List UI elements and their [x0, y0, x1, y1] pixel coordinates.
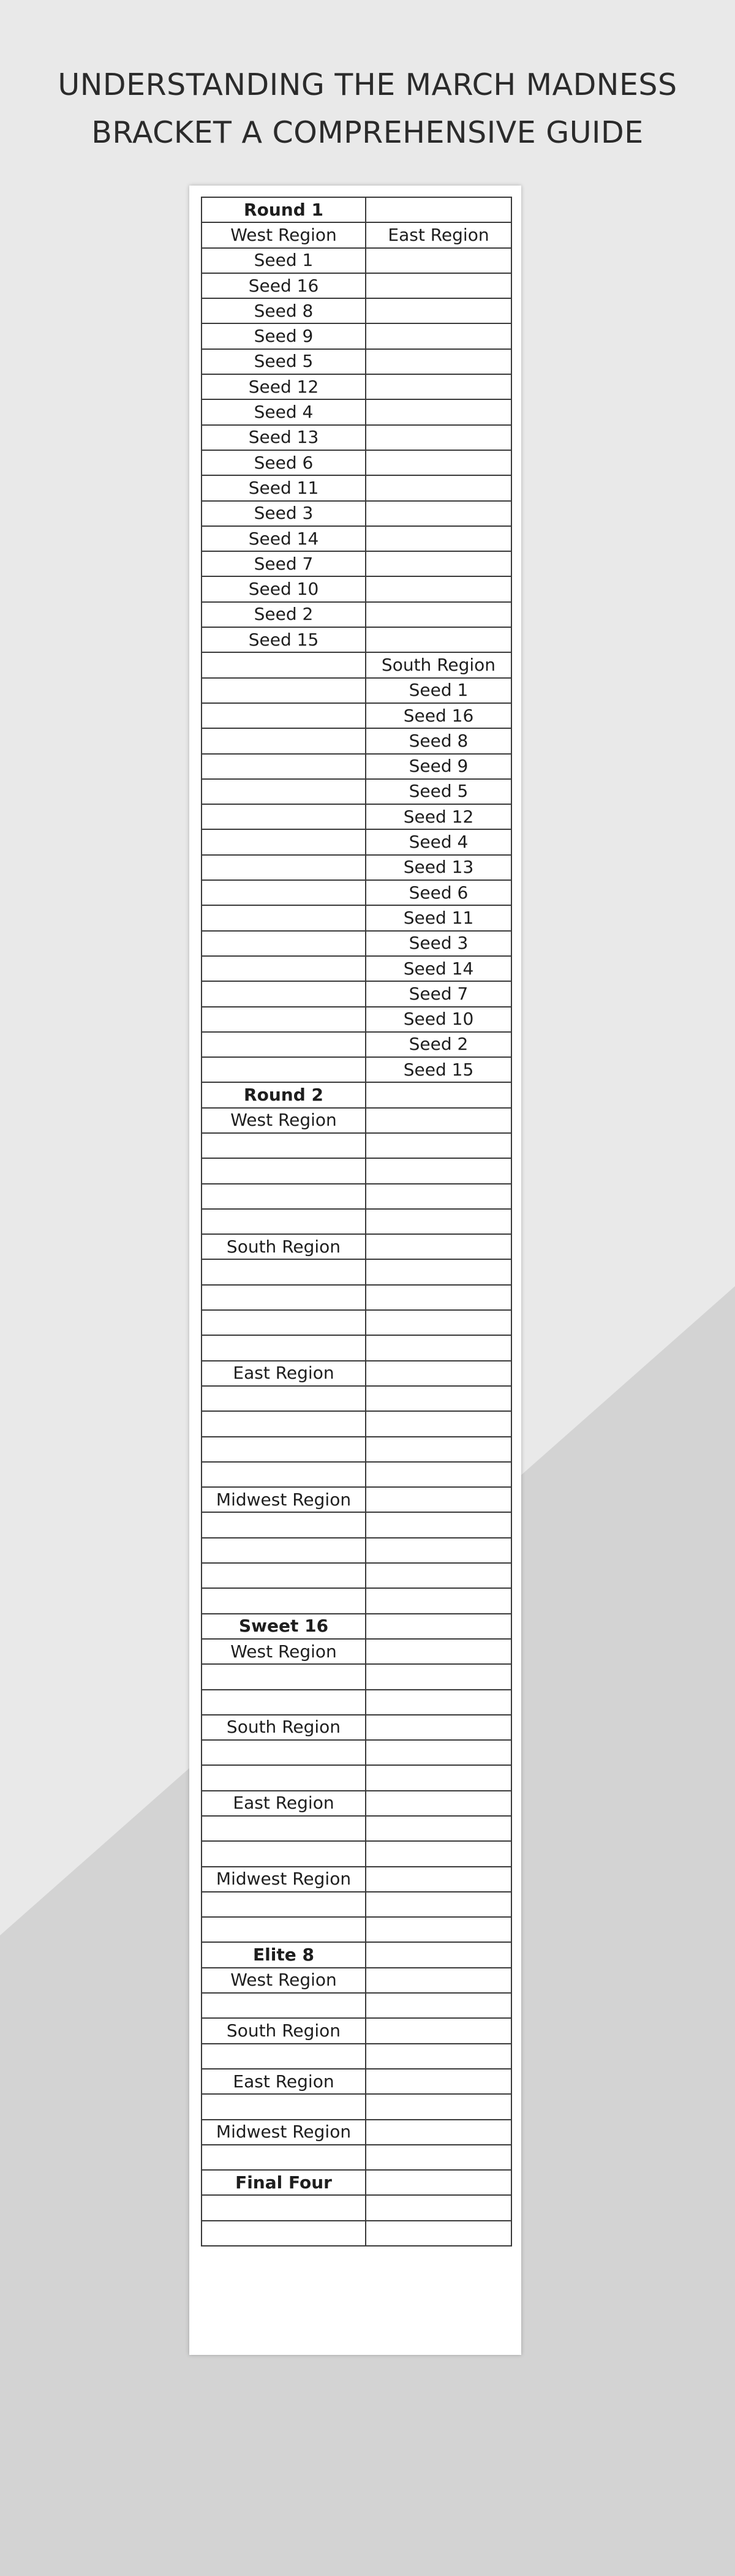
bracket-cell-left: Seed 14: [202, 526, 366, 551]
bracket-cell-right: [366, 1512, 511, 1537]
bracket-cell-right: Seed 10: [366, 1007, 511, 1032]
bracket-cell-left: Seed 6: [202, 450, 366, 475]
table-row: [202, 1715, 511, 1740]
bracket-cell-left: East Region: [202, 2069, 366, 2094]
table-row: [202, 1082, 511, 1107]
bracket-cell-right: Seed 4: [366, 829, 511, 854]
table-row: [202, 1184, 511, 1209]
bracket-cell-right: [366, 2170, 511, 2195]
bracket-cell-left: Seed 9: [202, 323, 366, 348]
bracket-cell-right: Seed 12: [366, 804, 511, 829]
bracket-cell-left: [202, 1133, 366, 1158]
bracket-cell-left: [202, 1411, 366, 1436]
bracket-cell-left: [202, 1841, 366, 1866]
bracket-cell-left: [202, 1740, 366, 1765]
bracket-cell-left: Seed 1: [202, 248, 366, 273]
bracket-cell-left: [202, 1007, 366, 1032]
bracket-table-body: [202, 197, 511, 2246]
table-row: [202, 323, 511, 348]
bracket-cell-right: [366, 627, 511, 652]
bracket-cell-right: [366, 1462, 511, 1487]
table-row: [202, 1285, 511, 1310]
bracket-cell-left: Seed 16: [202, 273, 366, 298]
table-row: [202, 1942, 511, 1967]
bracket-cell-right: [366, 1184, 511, 1209]
bracket-cell-left: [202, 981, 366, 1006]
bracket-cell-left: South Region: [202, 1234, 366, 1259]
table-row: [202, 1993, 511, 2018]
table-row: [202, 1158, 511, 1183]
bracket-cell-right: [366, 2069, 511, 2094]
table-row: [202, 2094, 511, 2119]
table-row: [202, 678, 511, 703]
section-heading-cell: Elite 8: [202, 1942, 366, 1967]
table-row: [202, 754, 511, 779]
bracket-cell-right: [366, 1259, 511, 1284]
bracket-cell-right: Seed 5: [366, 779, 511, 804]
table-row: [202, 222, 511, 247]
bracket-cell-left: [202, 1892, 366, 1917]
bracket-cell-left: [202, 1664, 366, 1689]
bracket-cell-left: Seed 15: [202, 627, 366, 652]
bracket-cell-left: [202, 2044, 366, 2069]
table-row: [202, 349, 511, 374]
table-row: [202, 2170, 511, 2195]
table-row: [202, 1917, 511, 1942]
bracket-cell-left: [202, 1462, 366, 1487]
table-row: [202, 1740, 511, 1765]
table-row: [202, 1335, 511, 1360]
bracket-cell-right: [366, 1993, 511, 2018]
bracket-cell-left: [202, 2145, 366, 2170]
table-row: [202, 1462, 511, 1487]
table-row: [202, 248, 511, 273]
table-row: [202, 1639, 511, 1664]
bracket-cell-left: Seed 7: [202, 551, 366, 576]
bracket-cell-left: [202, 1993, 366, 2018]
bracket-cell-left: [202, 1057, 366, 1082]
bracket-cell-right: Seed 2: [366, 1032, 511, 1057]
bracket-cell-left: [202, 1690, 366, 1715]
table-row: [202, 1361, 511, 1386]
bracket-cell-left: [202, 956, 366, 981]
bracket-cell-left: West Region: [202, 1639, 366, 1664]
bracket-cell-left: [202, 703, 366, 728]
bracket-cell-left: West Region: [202, 1108, 366, 1133]
bracket-cell-left: [202, 1816, 366, 1841]
page-title-line-2: BRACKET A COMPREHENSIVE GUIDE: [91, 115, 644, 150]
bracket-cell-right: [366, 1791, 511, 1816]
section-heading-cell: Final Four: [202, 2170, 366, 2195]
bracket-cell-right: [366, 1765, 511, 1790]
table-row: [202, 779, 511, 804]
bracket-cell-right: [366, 2221, 511, 2246]
bracket-cell-left: [202, 1512, 366, 1537]
bracket-cell-left: [202, 1259, 366, 1284]
bracket-cell-right: [366, 1108, 511, 1133]
table-row: [202, 1816, 511, 1841]
bracket-cell-left: Seed 8: [202, 298, 366, 323]
bracket-cell-left: West Region: [202, 1968, 366, 1993]
bracket-cell-right: [366, 1158, 511, 1183]
table-row: [202, 905, 511, 930]
bracket-cell-right: [366, 1082, 511, 1107]
bracket-cell-right: [366, 1411, 511, 1436]
table-row: [202, 2018, 511, 2043]
bracket-cell-left: [202, 1209, 366, 1234]
bracket-cell-left: Seed 3: [202, 501, 366, 526]
table-row: [202, 551, 511, 576]
table-row: [202, 1867, 511, 1892]
bracket-cell-right: [366, 2018, 511, 2043]
bracket-cell-right: [366, 1942, 511, 1967]
bracket-cell-right: Seed 15: [366, 1057, 511, 1082]
table-row: [202, 1892, 511, 1917]
bracket-cell-left: Seed 10: [202, 576, 366, 601]
table-row: [202, 576, 511, 601]
table-row: [202, 2221, 511, 2246]
bracket-cell-right: [366, 1209, 511, 1234]
bracket-cell-right: Seed 3: [366, 931, 511, 956]
table-row: [202, 298, 511, 323]
bracket-cell-right: [366, 1563, 511, 1588]
bracket-cell-left: [202, 1437, 366, 1462]
bracket-cell-left: [202, 804, 366, 829]
table-row: [202, 1386, 511, 1411]
table-row: [202, 197, 511, 222]
section-heading-cell: Round 1: [202, 197, 366, 222]
table-row: [202, 880, 511, 905]
bracket-cell-left: [202, 1538, 366, 1563]
bracket-cell-right: [366, 1335, 511, 1360]
bracket-cell-right: Seed 11: [366, 905, 511, 930]
table-row: [202, 1512, 511, 1537]
bracket-cell-left: [202, 1917, 366, 1942]
bracket-cell-right: East Region: [366, 222, 511, 247]
bracket-cell-right: [366, 425, 511, 450]
bracket-cell-right: [366, 273, 511, 298]
bracket-cell-left: [202, 2094, 366, 2119]
table-row: [202, 2044, 511, 2069]
bracket-cell-left: [202, 2195, 366, 2220]
bracket-cell-left: [202, 1032, 366, 1057]
bracket-cell-right: [366, 298, 511, 323]
bracket-cell-left: Seed 12: [202, 374, 366, 399]
bracket-cell-right: [366, 2145, 511, 2170]
bracket-cell-right: [366, 1386, 511, 1411]
bracket-cell-left: [202, 829, 366, 854]
bracket-cell-left: South Region: [202, 1715, 366, 1740]
bracket-cell-right: [366, 374, 511, 399]
bracket-cell-right: [366, 2094, 511, 2119]
bracket-cell-right: [366, 1841, 511, 1866]
bracket-cell-left: [202, 1563, 366, 1588]
table-row: [202, 627, 511, 652]
bracket-cell-right: [366, 475, 511, 500]
table-row: [202, 374, 511, 399]
bracket-cell-left: Seed 2: [202, 602, 366, 627]
bracket-cell-right: [366, 349, 511, 374]
table-row: [202, 1614, 511, 1639]
table-row: [202, 1032, 511, 1057]
bracket-cell-right: [366, 501, 511, 526]
bracket-cell-right: [366, 399, 511, 424]
table-row: [202, 931, 511, 956]
bracket-cell-right: [366, 2044, 511, 2069]
bracket-cell-left: Midwest Region: [202, 2120, 366, 2145]
section-heading-cell: Round 2: [202, 1082, 366, 1107]
bracket-cell-right: Seed 1: [366, 678, 511, 703]
bracket-cell-right: [366, 1285, 511, 1310]
bracket-cell-right: [366, 602, 511, 627]
table-row: [202, 1791, 511, 1816]
table-row: [202, 2145, 511, 2170]
bracket-cell-left: [202, 905, 366, 930]
bracket-table: [201, 197, 512, 2246]
bracket-cell-right: [366, 1437, 511, 1462]
table-row: [202, 450, 511, 475]
table-row: [202, 1968, 511, 1993]
bracket-cell-right: [366, 1487, 511, 1512]
table-row: [202, 829, 511, 854]
bracket-cell-right: [366, 1892, 511, 1917]
bracket-cell-right: [366, 1361, 511, 1386]
table-row: [202, 425, 511, 450]
bracket-cell-right: [366, 551, 511, 576]
bracket-cell-right: [366, 1816, 511, 1841]
bracket-cell-left: [202, 1285, 366, 1310]
bracket-cell-left: [202, 1310, 366, 1335]
bracket-cell-right: [366, 1133, 511, 1158]
bracket-cell-right: [366, 1690, 511, 1715]
bracket-cell-right: [366, 197, 511, 222]
bracket-cell-left: [202, 1158, 366, 1183]
bracket-cell-left: [202, 1386, 366, 1411]
bracket-cell-right: South Region: [366, 652, 511, 677]
bracket-cell-right: [366, 1715, 511, 1740]
table-row: [202, 1310, 511, 1335]
bracket-cell-left: [202, 652, 366, 677]
bracket-cell-right: [366, 248, 511, 273]
table-row: [202, 1690, 511, 1715]
table-row: [202, 1487, 511, 1512]
bracket-cell-right: [366, 1968, 511, 1993]
bracket-cell-right: [366, 1234, 511, 1259]
bracket-cell-right: Seed 16: [366, 703, 511, 728]
section-heading-cell: Sweet 16: [202, 1614, 366, 1639]
bracket-cell-left: Seed 11: [202, 475, 366, 500]
table-row: [202, 1765, 511, 1790]
table-row: [202, 1538, 511, 1563]
bracket-cell-left: [202, 728, 366, 753]
table-row: [202, 981, 511, 1006]
table-row: [202, 2069, 511, 2094]
bracket-cell-left: [202, 2221, 366, 2246]
table-row: [202, 1209, 511, 1234]
bracket-cell-left: East Region: [202, 1791, 366, 1816]
bracket-cell-left: [202, 1588, 366, 1613]
bracket-cell-right: [366, 576, 511, 601]
bracket-cell-right: [366, 1917, 511, 1942]
table-row: [202, 1007, 511, 1032]
bracket-cell-right: [366, 1310, 511, 1335]
bracket-cell-right: [366, 1639, 511, 1664]
bracket-cell-right: [366, 1614, 511, 1639]
bracket-cell-right: [366, 1740, 511, 1765]
table-row: [202, 1108, 511, 1133]
table-row: [202, 602, 511, 627]
table-row: [202, 501, 511, 526]
bracket-cell-left: [202, 880, 366, 905]
bracket-cell-left: [202, 855, 366, 880]
table-row: [202, 526, 511, 551]
table-row: [202, 1437, 511, 1462]
table-row: [202, 2195, 511, 2220]
page-title: [0, 61, 735, 157]
bracket-cell-left: [202, 931, 366, 956]
table-row: [202, 1234, 511, 1259]
table-row: [202, 1841, 511, 1866]
bracket-cell-left: Seed 4: [202, 399, 366, 424]
table-row: [202, 1411, 511, 1436]
bracket-cell-left: Midwest Region: [202, 1867, 366, 1892]
bracket-cell-right: [366, 323, 511, 348]
table-row: [202, 728, 511, 753]
bracket-cell-left: [202, 754, 366, 779]
bracket-cell-right: Seed 9: [366, 754, 511, 779]
bracket-cell-right: Seed 14: [366, 956, 511, 981]
table-row: [202, 273, 511, 298]
bracket-sheet: [189, 186, 521, 2355]
bracket-cell-left: [202, 779, 366, 804]
table-row: [202, 956, 511, 981]
table-row: [202, 475, 511, 500]
bracket-cell-right: [366, 1867, 511, 1892]
bracket-cell-right: Seed 6: [366, 880, 511, 905]
bracket-cell-right: Seed 13: [366, 855, 511, 880]
table-row: [202, 804, 511, 829]
bracket-cell-left: Midwest Region: [202, 1487, 366, 1512]
table-row: [202, 1563, 511, 1588]
table-row: [202, 1133, 511, 1158]
bracket-cell-left: [202, 1765, 366, 1790]
bracket-cell-left: West Region: [202, 222, 366, 247]
bracket-cell-left: [202, 1335, 366, 1360]
table-row: [202, 855, 511, 880]
table-row: [202, 1588, 511, 1613]
table-row: [202, 703, 511, 728]
table-row: [202, 652, 511, 677]
bracket-cell-right: [366, 450, 511, 475]
bracket-cell-left: East Region: [202, 1361, 366, 1386]
bracket-cell-right: [366, 2195, 511, 2220]
bracket-cell-right: Seed 7: [366, 981, 511, 1006]
bracket-cell-right: [366, 2120, 511, 2145]
page-title-line-1: UNDERSTANDING THE MARCH MADNESS: [58, 67, 677, 102]
table-row: [202, 1259, 511, 1284]
bracket-cell-right: [366, 1588, 511, 1613]
table-row: [202, 1057, 511, 1082]
bracket-cell-right: Seed 8: [366, 728, 511, 753]
bracket-cell-right: [366, 1538, 511, 1563]
bracket-cell-left: [202, 1184, 366, 1209]
bracket-cell-left: [202, 678, 366, 703]
bracket-cell-right: [366, 526, 511, 551]
bracket-cell-left: Seed 13: [202, 425, 366, 450]
table-row: [202, 2120, 511, 2145]
bracket-cell-right: [366, 1664, 511, 1689]
table-row: [202, 399, 511, 424]
bracket-cell-left: Seed 5: [202, 349, 366, 374]
table-row: [202, 1664, 511, 1689]
bracket-cell-left: South Region: [202, 2018, 366, 2043]
